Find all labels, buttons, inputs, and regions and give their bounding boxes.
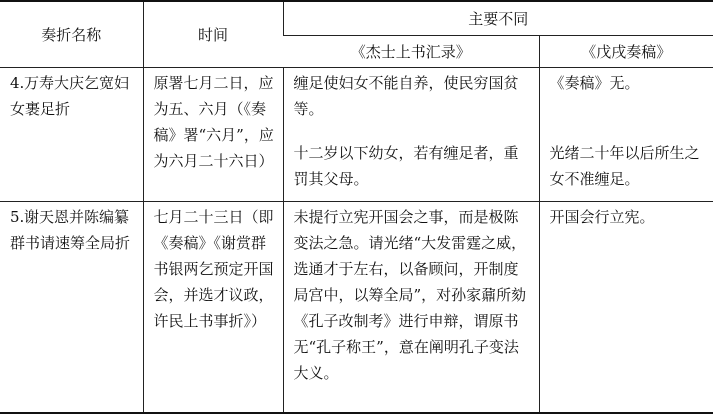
table-row (0, 67, 713, 201)
header-time: 时间 (143, 1, 283, 67)
table-row (0, 201, 713, 413)
header-huilu: 《杰士上书汇录》 (350, 42, 471, 61)
memorial-name: 谢天恩并陈编纂群书请速筹全局折 (10, 207, 131, 252)
time-cell (143, 201, 283, 413)
time-text: 原署七月二日，应为五、六月（《奏稿》署“六月”，应为六月二十六日） (153, 73, 274, 170)
row-number: 5. (10, 207, 25, 226)
huilu-cell (283, 67, 539, 201)
huilu-text: 未提行立宪开国会之事，而是极陈变法之急。请光绪“大发雷霆之威，选通才于左右，以备顾问，开制度局宫中，以筹全局”，对孙家鼐所劾《孔子改制考》进行申辩，谓原书无“孔子称王”，意在阐明孔子变法大义。 (293, 207, 527, 382)
header-memorial-name: 奏折名称 (41, 25, 102, 44)
memorial-name-cell (0, 201, 143, 413)
memorial-name-cell (0, 67, 143, 201)
huilu-text: 缠足使妇女不能自养，使民穷国贫等。 (293, 73, 519, 118)
zougao-text: 光绪二十年以后所生之女不准缠足。 (549, 143, 700, 188)
zougao-text: 开国会行立宪。 (549, 207, 655, 226)
memorial-name: 万寿大庆乞宽妇女裹足折 (10, 73, 130, 118)
zougao-text: 《奏稿》无。 (549, 73, 640, 92)
huilu-cell (283, 201, 539, 413)
zougao-cell (539, 201, 713, 413)
header-zougao: 《戊戌奏稿》 (539, 35, 713, 67)
time-text: 七月二十三日（即《奏稿》《谢赏群书银两乞预定开国会，并选才议政，许民上书事折》） (153, 207, 274, 330)
huilu-text: 十二岁以下幼女，若有缠足者，重罚其父母。 (293, 143, 519, 188)
zougao-cell (539, 67, 713, 201)
row-number: 4. (10, 73, 25, 92)
time-cell (143, 67, 283, 201)
header-main-differences: 主要不同 (283, 1, 713, 35)
